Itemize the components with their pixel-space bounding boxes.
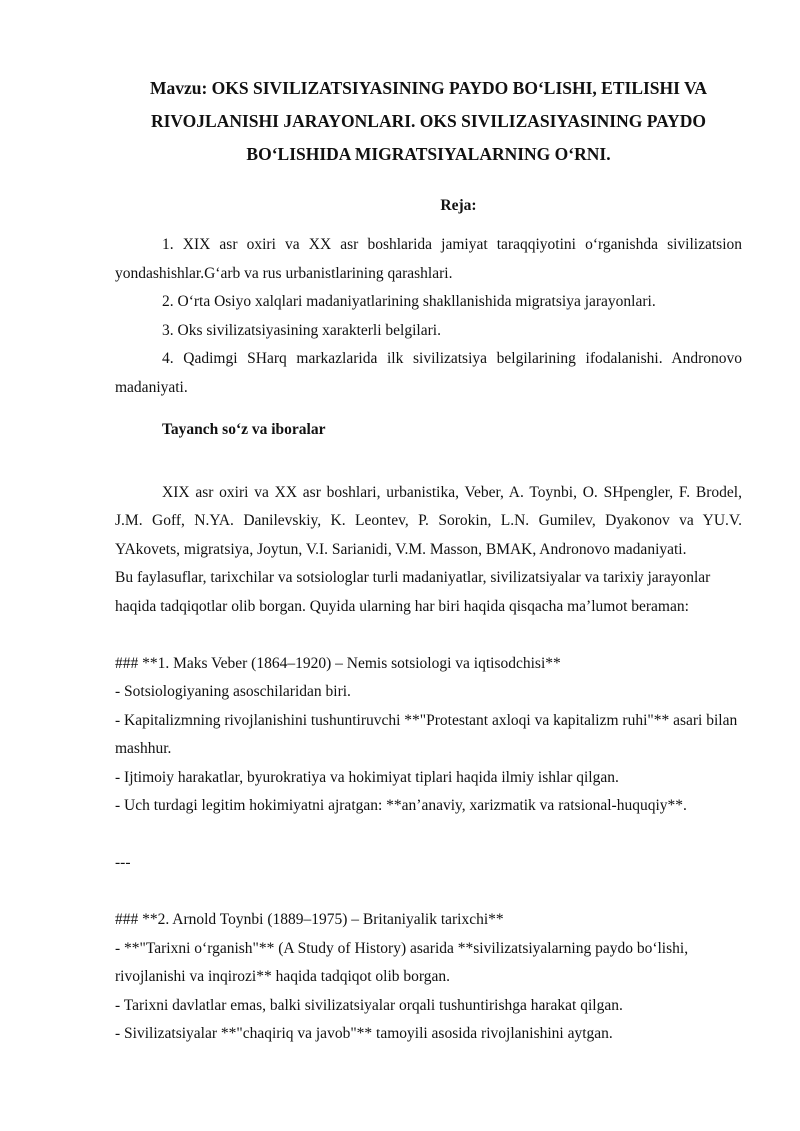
section1-line: - Kapitalizmning rivojlanishini tushuntiruvchi **"Protestant axloqi va kapitalizm ruhi"** asari bilan mashhur.	[115, 711, 738, 757]
plan-item: 1. XIX asr oxiri va XX asr boshlarida jamiyat taraqqiyotini o‘rganishda sivilizatsion yondashishlar.G‘arb va rus urbanistlarining qarashlari.	[115, 236, 742, 282]
section1-heading: ### **1. Maks Veber (1864–1920) – Nemis sotsiologi va iqtisodchisi**	[115, 654, 561, 672]
section2-line: - Tarixni davlatlar emas, balki sivilizatsiyalar orqali tushuntirishga harakat qilgan.	[115, 996, 623, 1014]
section1-line: - Sotsiologiyaning asoschilaridan biri.	[115, 683, 351, 700]
section2-line: - **"Tarixni o‘rganish"** (A Study of History) asarida **sivilizatsiyalarning paydo bo‘lishi, rivojlanishi va inqirozi** haqida tadqiqot olib borgan.	[115, 939, 689, 985]
plan-item: 3. Oks sivilizatsiyasining xarakterli belgilari.	[162, 321, 441, 339]
plan-heading: Reja:	[440, 197, 477, 214]
keywords-heading: Tayanch so‘z va iboralar	[162, 421, 326, 438]
spacer	[115, 878, 742, 907]
intro-paragraph: Bu faylasuflar, tarixchilar va sotsiologlar turli madaniyatlar, sivilizatsiyalar va tarixiy jarayonlar haqida tadqiqotlar olib borgan. Quyida ularning har biri haqida qisqacha ma’lumot beraman:	[115, 569, 711, 615]
section2-heading: ### **2. Arnold Toynbi (1889–1975) – Britaniyalik tarixchi**	[115, 911, 504, 928]
keywords-block	[115, 479, 742, 565]
separator: ---	[115, 854, 131, 871]
plan-item: 4. Qadimgi SHarq markazlarida ilk sivilizatsiya belgilarining ifodalanishi. Andronovo madaniyati.	[115, 350, 742, 396]
section1-line: - Ijtimoiy harakatlar, byurokratiya va hokimiyat tiplari haqida ilmiy ishlar qilgan.	[115, 768, 619, 786]
spacer	[115, 621, 742, 650]
plan-list	[115, 231, 742, 402]
section2-line: - Sivilizatsiyalar **"chaqiriq va javob"** tamoyili asosida rivojlanishini aytgan.	[115, 1025, 613, 1042]
plan-item: 2. O‘rta Osiyo xalqlari madaniyatlarining shakllanishida migratsiya jarayonlari.	[162, 293, 656, 310]
section1-line: - Uch turdagi legitim hokimiyatni ajratgan: **an’anaviy, xarizmatik va ratsional-huquqiy**.	[115, 797, 687, 814]
spacer	[115, 821, 742, 850]
document-title: Mavzu: OKS SIVILIZATSIYASINING PAYDO BO‘LISHI, ETILISHI VA RIVOJLANISHI JARAYONLARI. OKS SIVILIZASIYASINING PAYDO BO‘LISHIDA MIGRATSIYALARNING O‘RNI.	[149, 78, 708, 164]
body-text	[115, 564, 742, 1049]
keywords-text: XIX asr oxiri va XX asr boshlari, urbanistika, Veber, A. Toynbi, O. SHpengler, F. Brodel, J.M. Goff, N.YA. Danilevskiy, K. Leontev, P. Sorokin, L.N. Gumilev, Dyakonov va YU.V. YAkovets, migratsiya, Joytun, V.I. Sarianidi, V.M. Masson, BMAK, Andronovo madaniyati.	[115, 483, 742, 558]
